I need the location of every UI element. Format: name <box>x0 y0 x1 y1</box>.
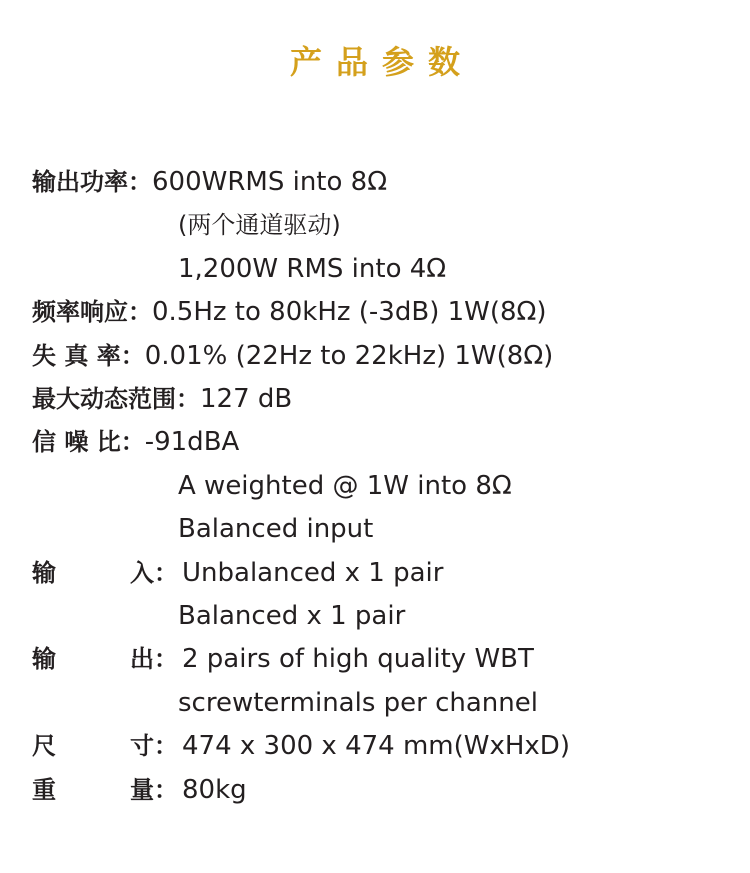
spec-label: 失 真 率： <box>32 341 145 370</box>
spec-values <box>182 638 534 681</box>
spec-values <box>145 335 554 378</box>
spec-label: 输出功率： <box>32 168 152 196</box>
spec-row-dynamic-range <box>32 378 732 421</box>
spec-label <box>32 552 178 595</box>
spec-value: 1,200W RMS into 4Ω <box>178 253 447 284</box>
spec-row-output-power-cont <box>32 204 732 291</box>
spec-label-right: 出： <box>130 645 178 674</box>
spec-values <box>145 421 240 464</box>
spec-values <box>200 378 292 421</box>
spec-values <box>178 595 405 638</box>
spec-values <box>182 552 443 595</box>
spec-row-weight <box>32 769 732 812</box>
page-title: 产品参数 <box>289 43 474 81</box>
spec-row-frequency-response <box>32 291 732 334</box>
spec-row-input <box>32 552 732 595</box>
spec-label-right: 寸： <box>130 732 178 761</box>
spec-value: 0.5Hz to 80kHz (-3dB) 1W(8Ω) <box>152 297 547 328</box>
spec-value: -91dBA <box>144 427 240 458</box>
spec-values <box>152 291 547 334</box>
spec-value: Balanced input <box>178 514 374 545</box>
spec-label: 频率响应： <box>32 298 152 327</box>
spec-values <box>178 682 538 725</box>
spec-row-output <box>32 638 732 681</box>
spec-label-right: 量： <box>130 775 178 804</box>
spec-label <box>32 769 178 812</box>
spec-row-input-cont <box>32 595 732 638</box>
spec-label <box>32 725 178 768</box>
spec-row-output-power <box>32 161 732 204</box>
spec-row-snr-cont <box>32 465 732 552</box>
spec-label-left: 重 <box>32 775 56 804</box>
spec-label: 最大动态范围： <box>32 385 200 414</box>
spec-label-right: 入： <box>130 558 178 587</box>
spec-values <box>152 161 387 204</box>
spec-value: 0.01% (22Hz to 22kHz) 1W(8Ω) <box>144 340 554 371</box>
spec-label <box>32 638 178 681</box>
spec-value: 474 x 300 x 474 mm(WxHxD) <box>182 731 570 762</box>
spec-row-snr <box>32 421 732 464</box>
spec-label-left: 输 <box>32 558 56 587</box>
spec-value: Balanced x 1 pair <box>178 601 406 632</box>
spec-list <box>32 161 732 812</box>
spec-value: screwterminals per channel <box>178 687 538 718</box>
spec-value: Unbalanced x 1 pair <box>182 557 444 588</box>
spec-values <box>178 465 512 552</box>
spec-value: 127 dB <box>200 384 293 415</box>
spec-value: 600WRMS into 8Ω <box>152 167 388 197</box>
spec-values <box>182 769 247 812</box>
spec-label-left: 输 <box>32 645 56 674</box>
spec-label: 信 噪 比： <box>32 428 145 457</box>
spec-row-output-cont <box>32 682 732 725</box>
spec-value: (两个通道驱动) <box>178 211 341 240</box>
spec-value: A weighted @ 1W into 8Ω <box>178 470 512 501</box>
spec-value: 80kg <box>182 774 247 805</box>
spec-row-dimensions <box>32 725 732 768</box>
spec-values <box>182 725 570 768</box>
spec-value: 2 pairs of high quality WBT <box>182 644 534 675</box>
spec-row-distortion <box>32 335 732 378</box>
spec-values <box>178 204 446 291</box>
spec-label-left: 尺 <box>32 732 56 761</box>
